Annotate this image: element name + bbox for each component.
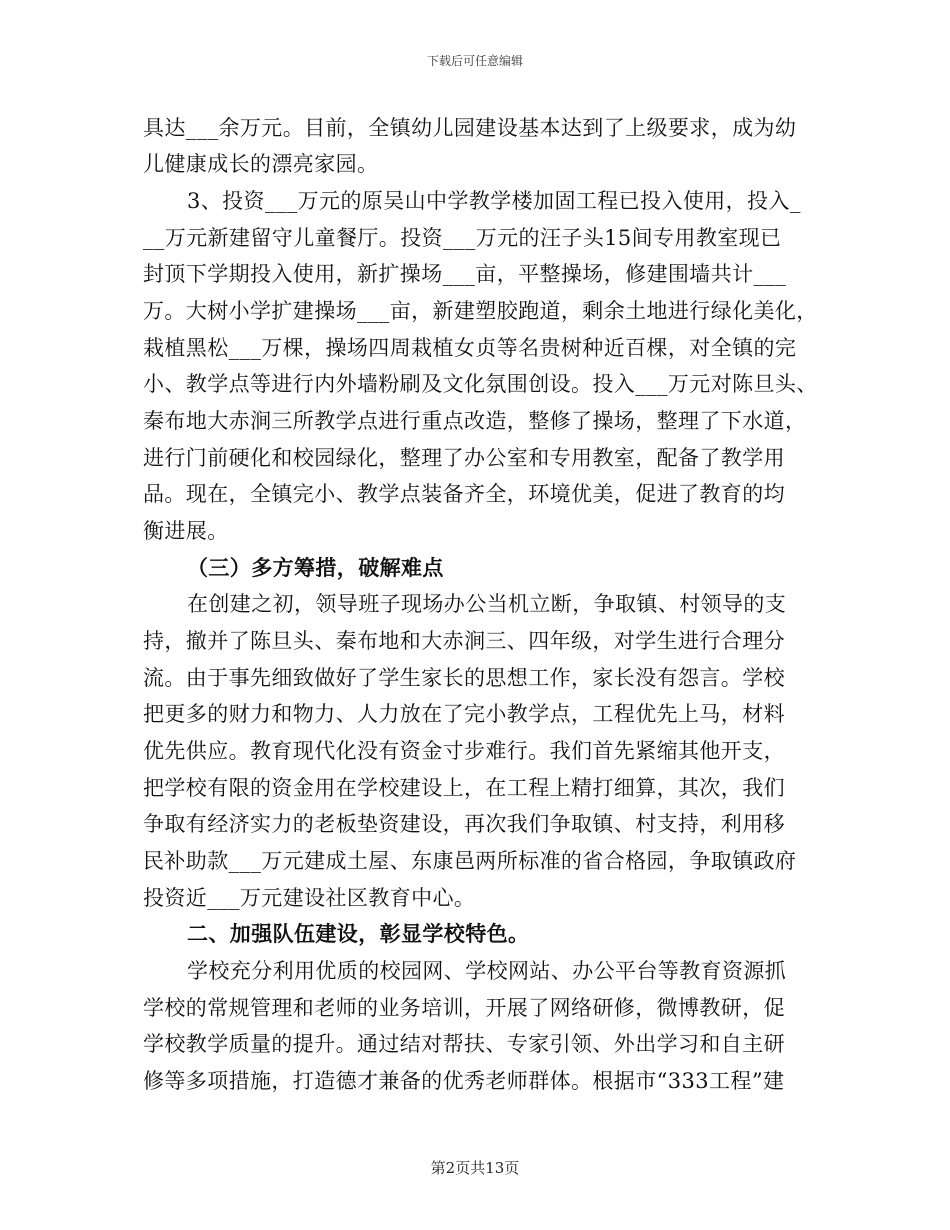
paragraph-line: 修等多项措施，打造德才兼备的优秀老师群体。根据市“333工程”建 [143,1069,785,1093]
paragraph-line: 秦布地大赤涧三所教学点进行重点改造，整修了操场，整理了下水道， [143,409,807,433]
paragraph-line: 学校的常规管理和老师的业务培训，开展了网络研修，微博教研，促 [143,996,785,1020]
page-footer: 第2页共13页 [430,1159,520,1177]
paragraph-line: 投资近___万元建设社区教育中心。 [143,886,476,910]
paragraph-line: 争取有经济实力的老板垫资建设，再次我们争取镇、村支持，利用移 [143,812,785,836]
paragraph-line: 持，撤并了陈旦头、秦布地和大赤涧三、四年级，对学生进行合理分 [143,629,785,653]
page-header: 下载后可任意编辑 [426,54,523,68]
paragraph-line: 把更多的财力和物力、人力放在了完小教学点，工程优先上马，材料 [143,702,785,726]
paragraph-line: __万元新建留守儿童餐厅。投资___万元的汪子头15间专用教室现已 [143,226,782,250]
paragraph-line: 品。现在，全镇完小、教学点装备齐全，环境优美，促进了教育的均 [143,482,785,506]
paragraph-line: 栽植黑松___万棵，操场四周栽植女贞等名贵树种近百棵，对全镇的完 [143,336,797,360]
section-heading: （三）多方筹措，破解难点 [187,556,444,580]
paragraph-line: 把学校有限的资金用在学校建设上，在工程上精打细算，其次，我们 [143,776,785,800]
paragraph-line: 衡进展。 [143,519,229,543]
paragraph-line: 优先供应。教育现代化没有资金寸步难行。我们首先紧缩其他开支， [143,739,785,763]
paragraph-line: 流。由于事先细致做好了学生家长的思想工作，家长没有怨言。学校 [143,666,785,690]
paragraph-line: 3、投资___万元的原吴山中学教学楼加固工程已投入使用，投入_ [187,189,801,213]
paragraph-line: 民补助款___万元建成土屋、东康邑两所标准的省合格园，争取镇政府 [143,849,797,873]
section-heading: 二、加强队伍建设，彰显学校特色。 [187,922,530,946]
paragraph-line: 具达___余万元。目前，全镇幼儿园建设基本达到了上级要求，成为幼 [143,116,797,140]
paragraph-line: 学校充分利用优质的校园网、学校网站、办公平台等教育资源抓 [187,959,787,983]
paragraph-line: 学校教学质量的提升。通过结对帮扶、专家引领、外出学习和自主研 [143,1032,785,1056]
paragraph-line: 儿健康成长的漂亮家园。 [143,152,379,176]
paragraph-line: 封顶下学期投入使用，新扩操场___亩，平整操场，修建围墙共计___ [143,262,787,286]
paragraph-line: 万。大树小学扩建操场___亩，新建塑胶跑道，剩余土地进行绿化美化， [143,299,818,323]
paragraph-line: 进行门前硬化和校园绿化，整理了办公室和专用教室，配备了教学用 [143,446,785,470]
paragraph-line: 在创建之初，领导班子现场办公当机立断，争取镇、村领导的支 [187,592,787,616]
paragraph-line: 小、教学点等进行内外墙粉刷及文化氛围创设。投入___万元对陈旦头、 [143,372,818,396]
